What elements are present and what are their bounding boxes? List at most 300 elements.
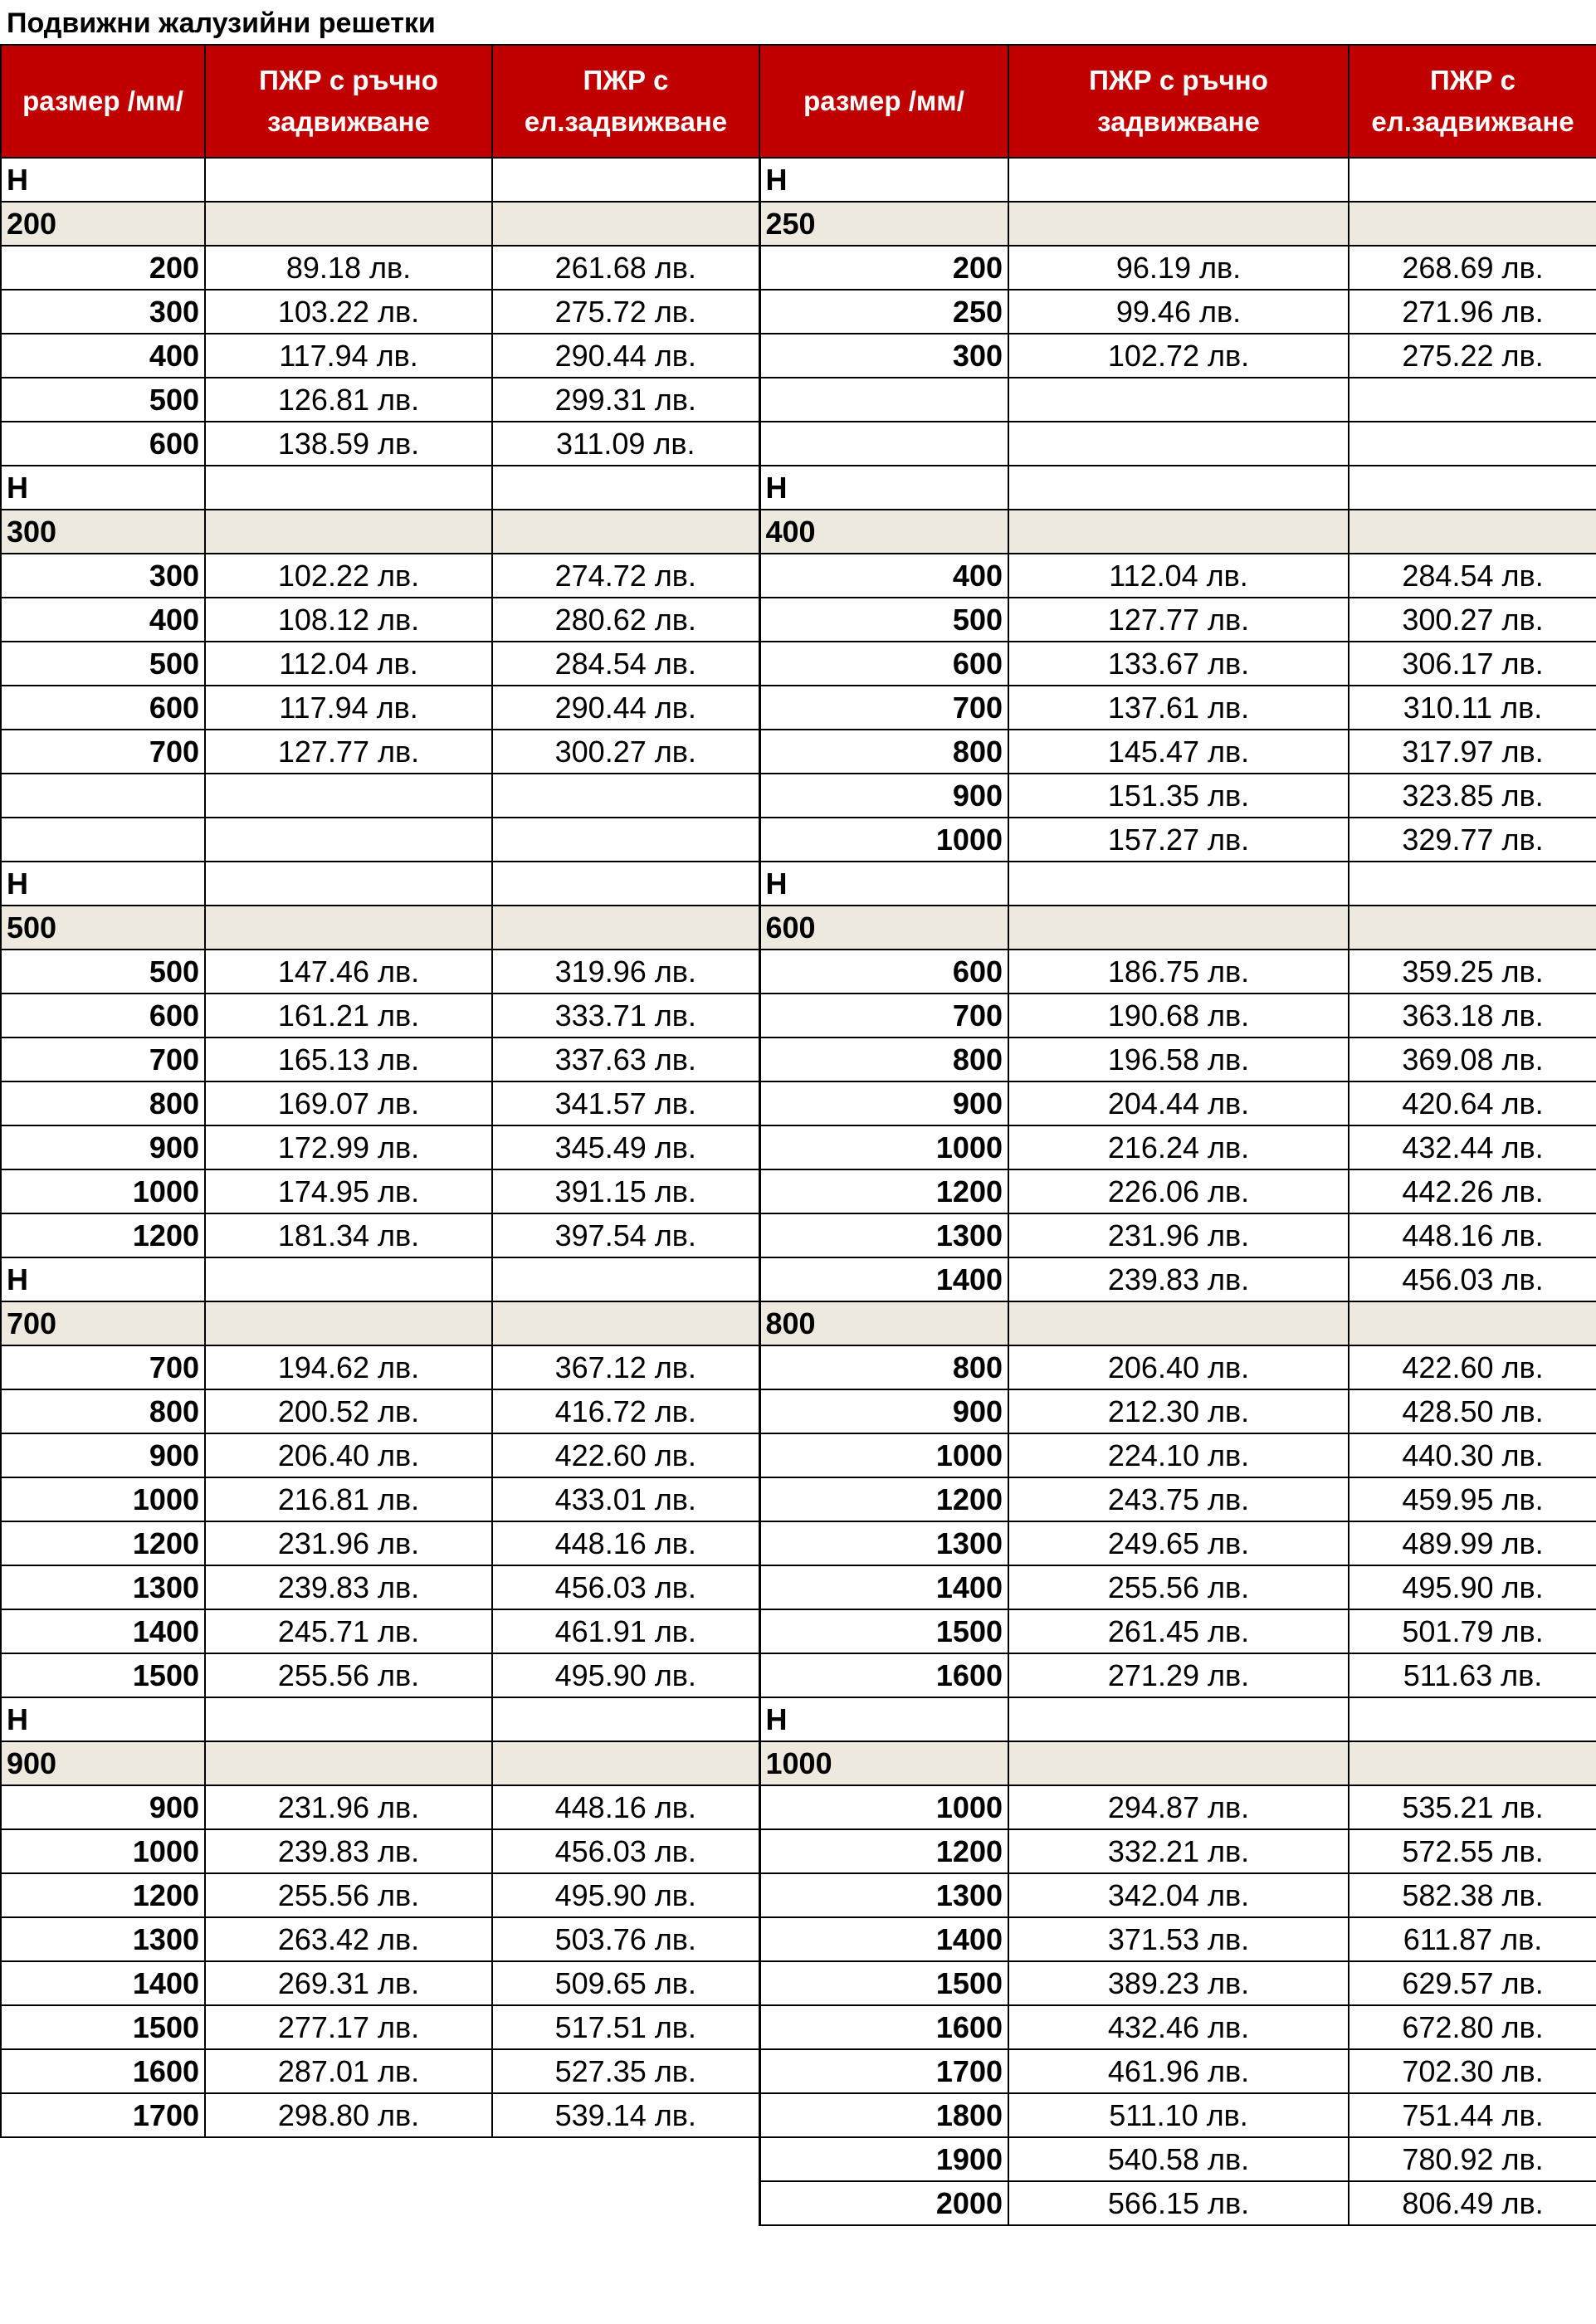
table-row — [1, 1301, 1596, 1345]
blank-cell — [1008, 1301, 1349, 1345]
size-cell-left: 1000 — [1, 1169, 205, 1213]
manual-price-right: 389.23 лв. — [1008, 1961, 1349, 2005]
price-table — [0, 44, 1596, 2226]
electric-price-left: 539.14 лв. — [492, 2093, 759, 2137]
manual-price-left: 169.07 лв. — [205, 1081, 492, 1125]
blank-cell — [205, 1257, 492, 1301]
table-row — [1, 774, 1596, 818]
manual-price-left: 89.18 лв. — [205, 246, 492, 290]
electric-price-left: 333.71 лв. — [492, 994, 759, 1038]
electric-price-left: 456.03 лв. — [492, 1829, 759, 1873]
electric-price-left: 274.72 лв. — [492, 554, 759, 598]
electric-price-right: 369.08 лв. — [1349, 1038, 1596, 1081]
size-cell-right: 1400 — [759, 1917, 1008, 1961]
header-manual-right: ПЖР с ръчно задвижване — [1008, 45, 1349, 158]
size-cell-right: 500 — [759, 598, 1008, 642]
blank-cell — [205, 158, 492, 202]
manual-price-left: 277.17 лв. — [205, 2005, 492, 2049]
electric-price-right: 275.22 лв. — [1349, 334, 1596, 378]
manual-price-right: 566.15 лв. — [1008, 2181, 1349, 2225]
blank-cell — [1008, 1697, 1349, 1741]
size-cell-right: 300 — [759, 334, 1008, 378]
blank-cell — [1349, 862, 1596, 906]
electric-price-right: 432.44 лв. — [1349, 1125, 1596, 1169]
size-cell-left: 1500 — [1, 1653, 205, 1697]
electric-price-right: 428.50 лв. — [1349, 1389, 1596, 1433]
manual-price-left: 231.96 лв. — [205, 1785, 492, 1829]
electric-price-left: 337.63 лв. — [492, 1038, 759, 1081]
table-row — [1, 2005, 1596, 2049]
manual-price-left: 117.94 лв. — [205, 686, 492, 730]
blank-cell — [1008, 862, 1349, 906]
electric-price-right: 702.30 лв. — [1349, 2049, 1596, 2093]
size-cell-right: 1200 — [759, 1477, 1008, 1521]
blank-cell — [205, 510, 492, 554]
manual-price-right: 96.19 лв. — [1008, 246, 1349, 290]
electric-price-left: 275.72 лв. — [492, 290, 759, 334]
blank-cell — [1349, 378, 1596, 422]
size-cell-left: 300 — [1, 554, 205, 598]
electric-price-right: 495.90 лв. — [1349, 1565, 1596, 1609]
manual-price-left: 200.52 лв. — [205, 1389, 492, 1433]
size-cell-right: 900 — [759, 774, 1008, 818]
height-group-left: 200 — [1, 202, 205, 246]
height-marker-right: Н — [759, 862, 1008, 906]
electric-price-right: 317.97 лв. — [1349, 730, 1596, 774]
height-group-right: 800 — [759, 1301, 1008, 1345]
size-cell-right: 1700 — [759, 2049, 1008, 2093]
table-row — [1, 202, 1596, 246]
manual-price-left: 127.77 лв. — [205, 730, 492, 774]
blank-cell — [492, 906, 759, 950]
blank-cell — [1349, 466, 1596, 510]
blank-cell — [492, 1301, 759, 1345]
electric-price-right: 306.17 лв. — [1349, 642, 1596, 686]
blank-cell — [1349, 202, 1596, 246]
size-cell-right: 1300 — [759, 1873, 1008, 1917]
table-row — [1, 1609, 1596, 1653]
manual-price-right: 432.46 лв. — [1008, 2005, 1349, 2049]
size-cell-right: 1000 — [759, 1785, 1008, 1829]
blank-cell — [205, 862, 492, 906]
table-row — [1, 1653, 1596, 1697]
blank-cell — [492, 202, 759, 246]
table-row — [1, 378, 1596, 422]
manual-price-left: 231.96 лв. — [205, 1521, 492, 1565]
electric-price-right: 271.96 лв. — [1349, 290, 1596, 334]
manual-price-right: 294.87 лв. — [1008, 1785, 1349, 1829]
electric-price-left: 448.16 лв. — [492, 1521, 759, 1565]
size-cell-left: 1200 — [1, 1213, 205, 1257]
electric-price-right: 611.87 лв. — [1349, 1917, 1596, 1961]
table-row — [1, 1521, 1596, 1565]
blank-cell — [1, 774, 205, 818]
size-cell-right: 1500 — [759, 1961, 1008, 2005]
blank-cell — [205, 818, 492, 862]
electric-price-left: 319.96 лв. — [492, 950, 759, 994]
manual-price-left: 165.13 лв. — [205, 1038, 492, 1081]
page-title: Подвижни жалузийни решетки — [7, 7, 436, 39]
manual-price-right: 133.67 лв. — [1008, 642, 1349, 686]
size-cell-left: 600 — [1, 422, 205, 466]
electric-price-left: 290.44 лв. — [492, 334, 759, 378]
manual-price-right: 145.47 лв. — [1008, 730, 1349, 774]
manual-price-right: 226.06 лв. — [1008, 1169, 1349, 1213]
manual-price-left: 102.22 лв. — [205, 554, 492, 598]
electric-price-left: 299.31 лв. — [492, 378, 759, 422]
size-cell-left: 1600 — [1, 2049, 205, 2093]
size-cell-right: 1200 — [759, 1829, 1008, 1873]
electric-price-right: 511.63 лв. — [1349, 1653, 1596, 1697]
electric-price-right: 535.21 лв. — [1349, 1785, 1596, 1829]
blank-cell — [1008, 422, 1349, 466]
electric-price-right: 323.85 лв. — [1349, 774, 1596, 818]
blank-cell — [1008, 466, 1349, 510]
blank-cell — [492, 1697, 759, 1741]
electric-price-left: 290.44 лв. — [492, 686, 759, 730]
electric-price-right: 806.49 лв. — [1349, 2181, 1596, 2225]
size-cell-left: 500 — [1, 378, 205, 422]
manual-price-left: 239.83 лв. — [205, 1829, 492, 1873]
size-cell-right: 1400 — [759, 1565, 1008, 1609]
manual-price-right: 190.68 лв. — [1008, 994, 1349, 1038]
manual-price-right: 206.40 лв. — [1008, 1345, 1349, 1389]
size-cell-left: 400 — [1, 598, 205, 642]
table-row — [1, 1081, 1596, 1125]
blank-cell — [205, 466, 492, 510]
manual-price-right: 540.58 лв. — [1008, 2137, 1349, 2181]
size-cell-right: 700 — [759, 686, 1008, 730]
size-cell-left: 1400 — [1, 1609, 205, 1653]
table-row — [1, 2181, 1596, 2225]
size-cell-right: 800 — [759, 1345, 1008, 1389]
size-cell-left: 900 — [1, 1433, 205, 1477]
electric-price-right: 448.16 лв. — [1349, 1213, 1596, 1257]
electric-price-right: 268.69 лв. — [1349, 246, 1596, 290]
blank-cell — [492, 818, 759, 862]
manual-price-left: 108.12 лв. — [205, 598, 492, 642]
blank-cell — [1008, 906, 1349, 950]
size-cell-left: 600 — [1, 686, 205, 730]
manual-price-left: 147.46 лв. — [205, 950, 492, 994]
manual-price-left: 216.81 лв. — [205, 1477, 492, 1521]
table-row — [1, 1873, 1596, 1917]
table-row — [1, 950, 1596, 994]
manual-price-left: 255.56 лв. — [205, 1873, 492, 1917]
electric-price-left: 433.01 лв. — [492, 1477, 759, 1521]
manual-price-right: 239.83 лв. — [1008, 1257, 1349, 1301]
blank-cell — [1008, 202, 1349, 246]
height-marker-left: Н — [1, 862, 205, 906]
size-cell-left: 1200 — [1, 1873, 205, 1917]
electric-price-right: 456.03 лв. — [1349, 1257, 1596, 1301]
size-cell-right: 1500 — [759, 1609, 1008, 1653]
size-cell-left: 200 — [1, 246, 205, 290]
empty-cell — [492, 2181, 759, 2225]
electric-price-right: 501.79 лв. — [1349, 1609, 1596, 1653]
table-row — [1, 1477, 1596, 1521]
electric-price-left: 495.90 лв. — [492, 1873, 759, 1917]
size-cell-right: 1800 — [759, 2093, 1008, 2137]
size-cell-left: 900 — [1, 1125, 205, 1169]
electric-price-left: 311.09 лв. — [492, 422, 759, 466]
height-marker-right: Н — [759, 1697, 1008, 1741]
manual-price-left: 181.34 лв. — [205, 1213, 492, 1257]
blank-cell — [205, 1301, 492, 1345]
size-cell-left: 500 — [1, 642, 205, 686]
size-cell-left: 1400 — [1, 1961, 205, 2005]
size-cell-left: 1500 — [1, 2005, 205, 2049]
height-marker-left: Н — [1, 158, 205, 202]
manual-price-right: 212.30 лв. — [1008, 1389, 1349, 1433]
manual-price-left: 174.95 лв. — [205, 1169, 492, 1213]
electric-price-left: 495.90 лв. — [492, 1653, 759, 1697]
table-row — [1, 862, 1596, 906]
electric-price-left: 280.62 лв. — [492, 598, 759, 642]
electric-price-right: 572.55 лв. — [1349, 1829, 1596, 1873]
table-row — [1, 554, 1596, 598]
size-cell-left: 400 — [1, 334, 205, 378]
size-cell-right: 1300 — [759, 1213, 1008, 1257]
table-row — [1, 2093, 1596, 2137]
manual-price-left: 269.31 лв. — [205, 1961, 492, 2005]
manual-price-right: 249.65 лв. — [1008, 1521, 1349, 1565]
empty-cell — [1, 2137, 205, 2181]
electric-price-left: 461.91 лв. — [492, 1609, 759, 1653]
size-cell-right: 2000 — [759, 2181, 1008, 2225]
table-row — [1, 1565, 1596, 1609]
manual-price-left: 298.80 лв. — [205, 2093, 492, 2137]
header-size-left: размер /мм/ — [1, 45, 205, 158]
electric-price-right: 442.26 лв. — [1349, 1169, 1596, 1213]
manual-price-right: 186.75 лв. — [1008, 950, 1349, 994]
blank-cell — [205, 774, 492, 818]
size-cell-right: 600 — [759, 950, 1008, 994]
blank-cell — [492, 862, 759, 906]
electric-price-left: 367.12 лв. — [492, 1345, 759, 1389]
manual-price-left: 126.81 лв. — [205, 378, 492, 422]
electric-price-left: 416.72 лв. — [492, 1389, 759, 1433]
table-row — [1, 686, 1596, 730]
blank-cell — [1349, 158, 1596, 202]
manual-price-right: 151.35 лв. — [1008, 774, 1349, 818]
table-row — [1, 1829, 1596, 1873]
size-cell-left: 1200 — [1, 1521, 205, 1565]
size-cell-right: 1400 — [759, 1257, 1008, 1301]
electric-price-right: 582.38 лв. — [1349, 1873, 1596, 1917]
table-row — [1, 1169, 1596, 1213]
table-row — [1, 598, 1596, 642]
electric-price-left: 300.27 лв. — [492, 730, 759, 774]
size-cell-right: 900 — [759, 1081, 1008, 1125]
table-row — [1, 1917, 1596, 1961]
size-cell-right: 800 — [759, 730, 1008, 774]
electric-price-right: 363.18 лв. — [1349, 994, 1596, 1038]
blank-cell — [492, 774, 759, 818]
table-row — [1, 1741, 1596, 1785]
table-row — [1, 1433, 1596, 1477]
height-group-right: 600 — [759, 906, 1008, 950]
manual-price-left: 112.04 лв. — [205, 642, 492, 686]
blank-cell — [205, 906, 492, 950]
height-group-left: 300 — [1, 510, 205, 554]
header-size-right: размер /мм/ — [759, 45, 1008, 158]
table-row — [1, 1961, 1596, 2005]
size-cell-left: 700 — [1, 1038, 205, 1081]
electric-price-right: 300.27 лв. — [1349, 598, 1596, 642]
manual-price-right: 243.75 лв. — [1008, 1477, 1349, 1521]
table-header-row — [1, 45, 1596, 158]
table-row — [1, 422, 1596, 466]
table-row — [1, 290, 1596, 334]
size-cell-left: 500 — [1, 950, 205, 994]
height-marker-left: Н — [1, 466, 205, 510]
table-row — [1, 906, 1596, 950]
electric-price-left: 284.54 лв. — [492, 642, 759, 686]
manual-price-left: 255.56 лв. — [205, 1653, 492, 1697]
electric-price-right: 359.25 лв. — [1349, 950, 1596, 994]
header-manual-left: ПЖР с ръчно задвижване — [205, 45, 492, 158]
blank-cell — [205, 202, 492, 246]
size-cell-left: 900 — [1, 1785, 205, 1829]
size-cell-right: 800 — [759, 1038, 1008, 1081]
blank-cell — [1008, 510, 1349, 554]
manual-price-right: 112.04 лв. — [1008, 554, 1349, 598]
electric-price-right: 489.99 лв. — [1349, 1521, 1596, 1565]
electric-price-right: 440.30 лв. — [1349, 1433, 1596, 1477]
manual-price-left: 194.62 лв. — [205, 1345, 492, 1389]
size-cell-left: 700 — [1, 730, 205, 774]
size-cell-left: 300 — [1, 290, 205, 334]
manual-price-right: 204.44 лв. — [1008, 1081, 1349, 1125]
height-marker-right: Н — [759, 158, 1008, 202]
empty-cell — [492, 2137, 759, 2181]
size-cell-right: 400 — [759, 554, 1008, 598]
size-cell-left: 1000 — [1, 1477, 205, 1521]
size-cell-left: 800 — [1, 1389, 205, 1433]
table-row — [1, 158, 1596, 202]
size-cell-left: 600 — [1, 994, 205, 1038]
blank-cell — [1349, 1697, 1596, 1741]
size-cell-right: 1300 — [759, 1521, 1008, 1565]
table-body — [1, 158, 1596, 2225]
manual-price-left: 172.99 лв. — [205, 1125, 492, 1169]
manual-price-left: 206.40 лв. — [205, 1433, 492, 1477]
electric-price-left: 517.51 лв. — [492, 2005, 759, 2049]
size-cell-right: 200 — [759, 246, 1008, 290]
blank-cell — [492, 158, 759, 202]
manual-price-right: 461.96 лв. — [1008, 2049, 1349, 2093]
electric-price-left: 456.03 лв. — [492, 1565, 759, 1609]
manual-price-left: 263.42 лв. — [205, 1917, 492, 1961]
size-cell-right: 1000 — [759, 1433, 1008, 1477]
manual-price-right: 137.61 лв. — [1008, 686, 1349, 730]
table-row — [1, 1213, 1596, 1257]
table-row — [1, 2137, 1596, 2181]
blank-cell — [205, 1697, 492, 1741]
table-row — [1, 466, 1596, 510]
blank-cell — [205, 1741, 492, 1785]
height-group-left: 500 — [1, 906, 205, 950]
electric-price-left: 509.65 лв. — [492, 1961, 759, 2005]
blank-cell — [1349, 422, 1596, 466]
table-row — [1, 642, 1596, 686]
electric-price-right: 310.11 лв. — [1349, 686, 1596, 730]
empty-cell — [1, 2181, 205, 2225]
blank-cell — [1, 818, 205, 862]
electric-price-right: 329.77 лв. — [1349, 818, 1596, 862]
manual-price-right: 216.24 лв. — [1008, 1125, 1349, 1169]
electric-price-right: 751.44 лв. — [1349, 2093, 1596, 2137]
manual-price-right: 271.29 лв. — [1008, 1653, 1349, 1697]
electric-price-right: 420.64 лв. — [1349, 1081, 1596, 1125]
manual-price-left: 117.94 лв. — [205, 334, 492, 378]
manual-price-right: 224.10 лв. — [1008, 1433, 1349, 1477]
blank-cell — [492, 510, 759, 554]
electric-price-right: 780.92 лв. — [1349, 2137, 1596, 2181]
size-cell-right: 1900 — [759, 2137, 1008, 2181]
size-cell-right: 250 — [759, 290, 1008, 334]
blank-cell — [492, 1257, 759, 1301]
electric-price-right: 284.54 лв. — [1349, 554, 1596, 598]
table-row — [1, 2049, 1596, 2093]
table-row — [1, 1345, 1596, 1389]
electric-price-right: 459.95 лв. — [1349, 1477, 1596, 1521]
electric-price-left: 345.49 лв. — [492, 1125, 759, 1169]
manual-price-right: 261.45 лв. — [1008, 1609, 1349, 1653]
electric-price-right: 672.80 лв. — [1349, 2005, 1596, 2049]
manual-price-right: 196.58 лв. — [1008, 1038, 1349, 1081]
manual-price-left: 287.01 лв. — [205, 2049, 492, 2093]
electric-price-left: 391.15 лв. — [492, 1169, 759, 1213]
table-row — [1, 1038, 1596, 1081]
table-row — [1, 818, 1596, 862]
blank-cell — [759, 378, 1008, 422]
electric-price-left: 397.54 лв. — [492, 1213, 759, 1257]
table-row — [1, 334, 1596, 378]
electric-price-left: 503.76 лв. — [492, 1917, 759, 1961]
electric-price-left: 341.57 лв. — [492, 1081, 759, 1125]
table-row — [1, 994, 1596, 1038]
header-electric-right: ПЖР с ел.задвижване — [1349, 45, 1596, 158]
blank-cell — [1008, 1741, 1349, 1785]
table-row — [1, 246, 1596, 290]
size-cell-right: 1600 — [759, 2005, 1008, 2049]
table-row — [1, 1785, 1596, 1829]
size-cell-left: 1300 — [1, 1917, 205, 1961]
blank-cell — [1008, 378, 1349, 422]
size-cell-left: 1700 — [1, 2093, 205, 2137]
empty-cell — [205, 2181, 492, 2225]
table-row — [1, 1125, 1596, 1169]
height-marker-left: Н — [1, 1257, 205, 1301]
height-group-right: 1000 — [759, 1741, 1008, 1785]
manual-price-left: 239.83 лв. — [205, 1565, 492, 1609]
height-group-left: 900 — [1, 1741, 205, 1785]
size-cell-right: 600 — [759, 642, 1008, 686]
manual-price-left: 103.22 лв. — [205, 290, 492, 334]
size-cell-left: 800 — [1, 1081, 205, 1125]
electric-price-right: 422.60 лв. — [1349, 1345, 1596, 1389]
size-cell-right: 1000 — [759, 818, 1008, 862]
size-cell-left: 1300 — [1, 1565, 205, 1609]
manual-price-right: 127.77 лв. — [1008, 598, 1349, 642]
size-cell-left: 1000 — [1, 1829, 205, 1873]
manual-price-right: 371.53 лв. — [1008, 1917, 1349, 1961]
size-cell-right: 1600 — [759, 1653, 1008, 1697]
manual-price-right: 99.46 лв. — [1008, 290, 1349, 334]
height-group-right: 400 — [759, 510, 1008, 554]
